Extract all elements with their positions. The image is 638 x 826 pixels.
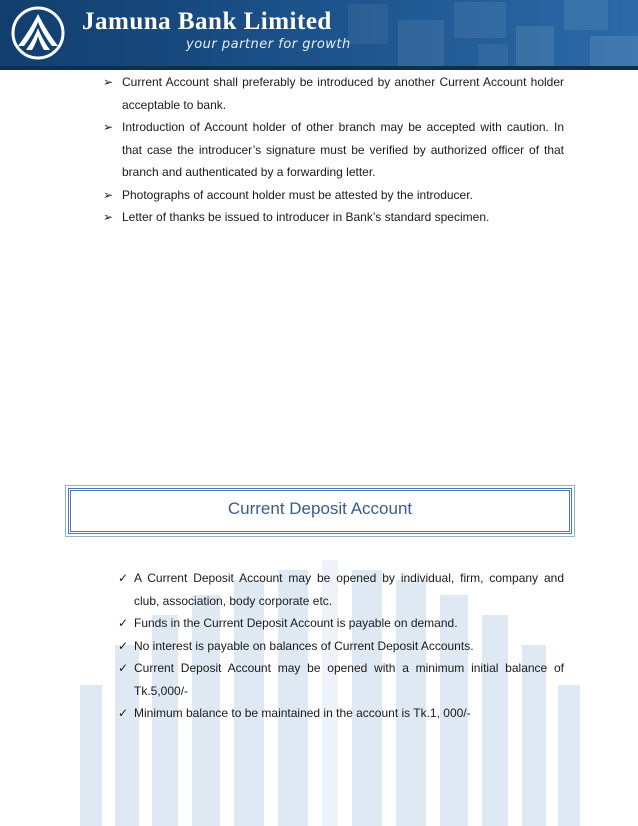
section-title: Current Deposit Account — [227, 499, 413, 518]
list-item-text: Introduction of Account holder of other branch may be accepted with caution. In that case the introducer’s signature must be verified by authorized officer of that branch and authenticated by a forwarding letter. — [122, 120, 564, 179]
list-item-text: Funds in the Current Deposit Account is payable on demand. — [134, 616, 458, 630]
list-item — [118, 657, 564, 702]
arrow-bullet-icon: ➢ — [103, 187, 114, 202]
checkmark-bullet-icon: ✓ — [118, 616, 129, 630]
list-item-text: Photographs of account holder must be attested by the introducer. — [122, 187, 473, 202]
list-item-text: A Current Deposit Account may be opened by individual, firm, company and club, association, body corporate etc. — [134, 571, 564, 608]
arrow-bullet-icon: ➢ — [103, 75, 114, 89]
introducer-rules-list — [103, 71, 564, 229]
jamuna-bank-logo-icon — [8, 6, 68, 60]
list-item — [103, 71, 564, 116]
list-item — [103, 206, 564, 229]
list-item — [118, 567, 564, 612]
header-divider — [0, 66, 638, 70]
list-item — [118, 635, 564, 658]
list-item-text: No interest is payable on balances of Current Deposit Accounts. — [134, 638, 474, 653]
list-item-text: Letter of thanks be issued to introducer in Bank’s standard specimen. — [122, 210, 490, 224]
header-pattern-decoration — [338, 0, 638, 66]
list-item-text: Current Account shall preferably be introduced by another Current Account holder acceptable to bank. — [122, 75, 564, 112]
checkmark-bullet-icon: ✓ — [118, 706, 129, 720]
arrow-bullet-icon: ➢ — [103, 120, 114, 134]
bank-tagline: your partner for growth — [186, 37, 351, 52]
current-deposit-list — [118, 567, 564, 725]
checkmark-bullet-icon: ✓ — [118, 571, 129, 585]
checkmark-bullet-icon: ✓ — [118, 661, 129, 675]
checkmark-bullet-icon: ✓ — [118, 638, 129, 653]
arrow-bullet-icon: ➢ — [103, 210, 114, 224]
bank-name: Jamuna Bank Limited — [82, 8, 332, 35]
list-item — [103, 184, 564, 207]
list-item-text: Minimum balance to be maintained in the account is Tk.1, 000/- — [134, 706, 471, 720]
list-item — [118, 702, 564, 725]
list-item-text: Current Deposit Account may be opened with a minimum initial balance of Tk.5,000/- — [134, 661, 564, 698]
section-heading-box — [68, 488, 572, 534]
list-item — [103, 116, 564, 184]
header-banner — [0, 0, 638, 66]
list-item — [118, 612, 564, 635]
